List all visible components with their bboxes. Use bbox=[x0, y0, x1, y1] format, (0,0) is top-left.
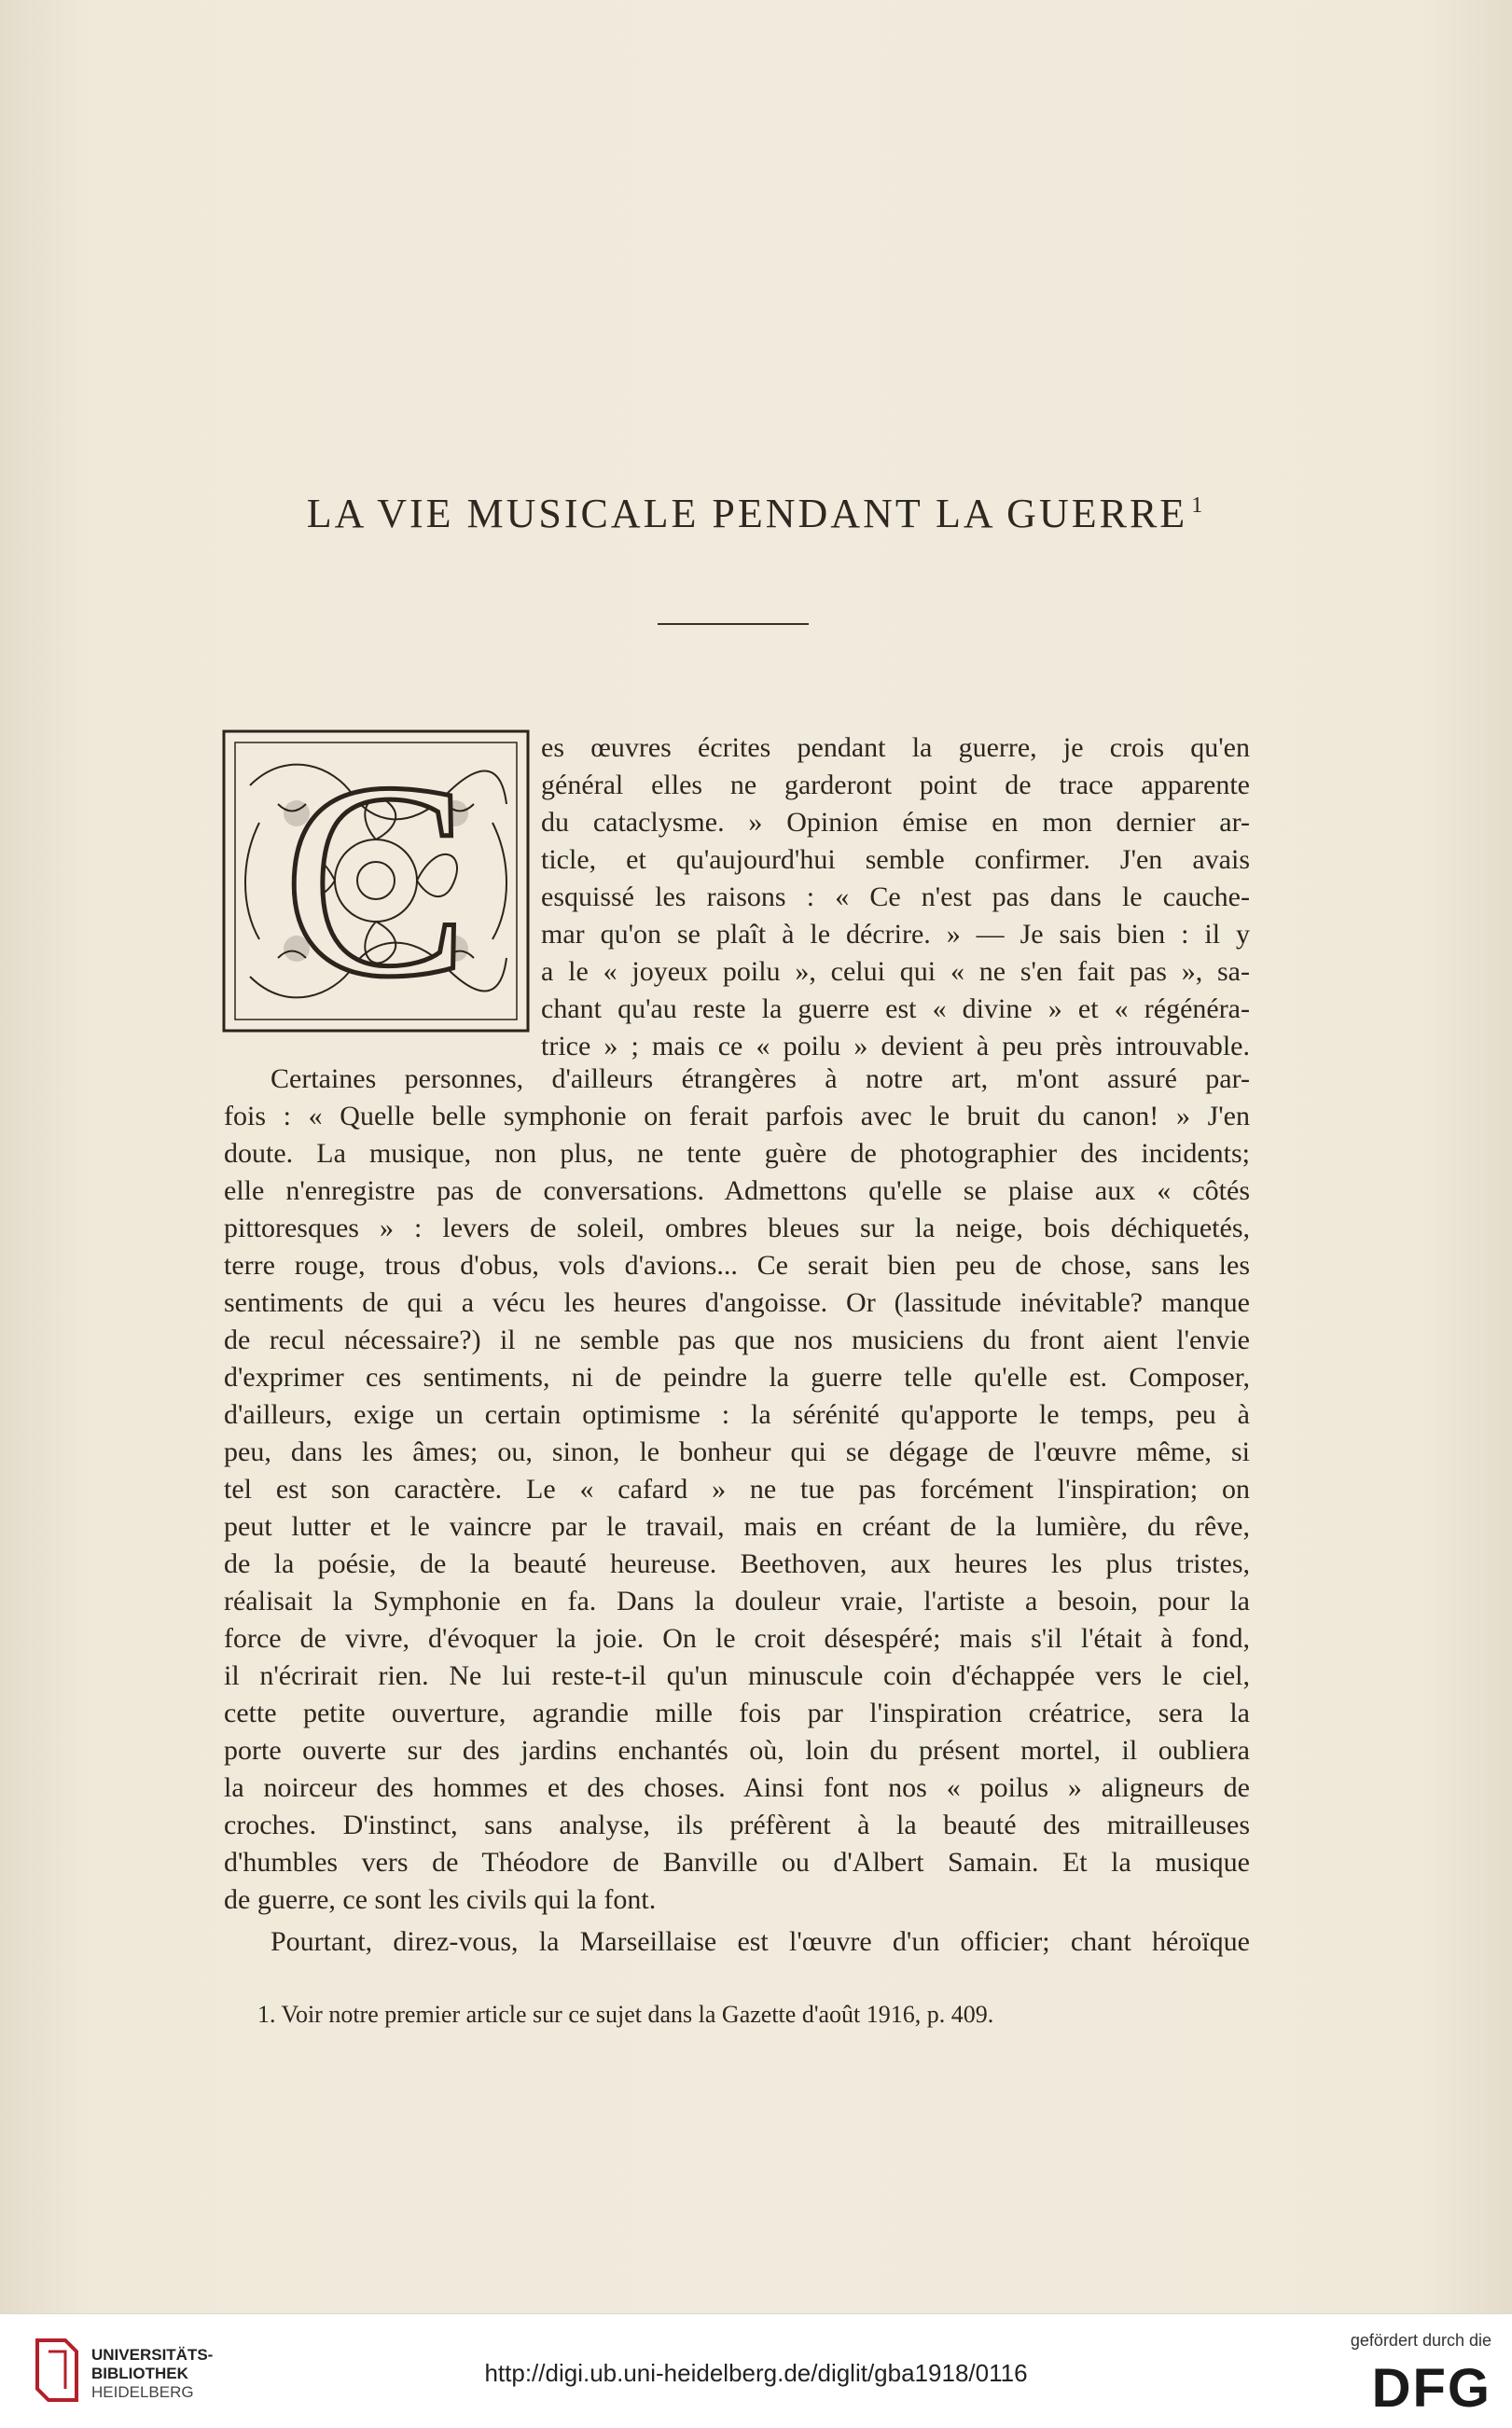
title-footnote-marker[interactable]: 1 bbox=[1191, 493, 1206, 519]
text-line: de guerre, ce sont les civils qui la font. bbox=[224, 1884, 657, 1915]
title-divider bbox=[658, 623, 809, 625]
text-line: porte ouverte sur des jardins enchantés où, loin du présent mortel, il oubliera bbox=[224, 1735, 1250, 1766]
text-line: force de vivre, d'évoquer la joie. On le croit désespéré; mais s'il l'était à fond, bbox=[224, 1623, 1250, 1654]
text-line: de recul nécessaire?) il ne semble pas que nos musiciens du front aient l'envie bbox=[224, 1325, 1250, 1355]
article-title bbox=[0, 490, 1512, 537]
text-line: ticle, et qu'aujourd'hui semble confirmer. J'en avais bbox=[541, 844, 1250, 875]
footer-band bbox=[0, 2313, 1512, 2428]
text-line: peut lutter et le vaincre par le travail, mais en créant de la lumière, du rêve, bbox=[224, 1511, 1250, 1542]
text-line: chant qu'au reste la guerre est « divine » et « régénéra- bbox=[541, 993, 1250, 1024]
decorated-initial-image bbox=[222, 729, 530, 1033]
text-line: fois : « Quelle belle symphonie on ferait parfois avec le bruit du canon! » J'en bbox=[224, 1101, 1250, 1131]
library-name-line2: BIBLIOTHEK bbox=[91, 2365, 188, 2382]
text-line: de la poésie, de la beauté heureuse. Beethoven, aux heures les plus tristes, bbox=[224, 1548, 1250, 1579]
funded-by-label: gefördert durch die bbox=[1350, 2331, 1491, 2350]
text-line: croches. D'instinct, sans analyse, ils préfèrent à la beauté des mitrailleuses bbox=[224, 1810, 1250, 1840]
text-line: mar qu'on se plaît à le décrire. » — Je sais bien : il y bbox=[541, 919, 1250, 950]
text-line: peu, dans les âmes; ou, sinon, le bonheur qui se dégage de l'œuvre même, si bbox=[224, 1436, 1250, 1467]
digital-library-link[interactable]: http://digi.ub.uni-heidelberg.de/diglit/gba1918/0116 bbox=[484, 2359, 1028, 2387]
text-line: d'ailleurs, exige un certain optimisme : la sérénité qu'apporte le temps, peu à bbox=[224, 1399, 1250, 1430]
text-line: pittoresques » : levers de soleil, ombres bleues sur la neige, bois déchiquetés, bbox=[224, 1213, 1250, 1243]
text-line: es œuvres écrites pendant la guerre, je crois qu'en bbox=[541, 732, 1250, 763]
text-line: d'exprimer ces sentiments, ni de peindre la guerre telle qu'elle est. Composer, bbox=[224, 1362, 1250, 1393]
text-line: doute. La musique, non plus, ne tente guère de photographier des incidents; bbox=[224, 1138, 1250, 1169]
text-line: elle n'enregistre pas de conversations. Admettons qu'elle se plaise aux « côtés bbox=[224, 1175, 1250, 1206]
library-name-line3: HEIDELBERG bbox=[91, 2383, 194, 2401]
text-line: la noirceur des hommes et des choses. Ainsi font nos « poilus » aligneurs de bbox=[224, 1772, 1250, 1803]
text-line: sentiments de qui a vécu les heures d'angoisse. Or (lassitude inévitable? manque bbox=[224, 1287, 1250, 1318]
text-line: d'humbles vers de Théodore de Banville ou d'Albert Samain. Et la musique bbox=[224, 1847, 1250, 1878]
text-line: général elles ne garderont point de trace apparente bbox=[541, 770, 1250, 800]
text-line: du cataclysme. » Opinion émise en mon dernier ar- bbox=[541, 807, 1250, 838]
text-line: trice » ; mais ce « poilu » devient à peu près introuvable. bbox=[541, 1031, 1250, 1061]
footnote: 1. Voir notre premier article sur ce sujet dans la Gazette d'août 1916, p. 409. bbox=[257, 2001, 994, 2028]
dropcap-letter: C bbox=[282, 729, 470, 1033]
text-line: a le « joyeux poilu », celui qui « ne s'en fait pas », sa- bbox=[541, 956, 1250, 987]
text-line: terre rouge, trous d'obus, vols d'avions... Ce serait bien peu de chose, sans les bbox=[224, 1250, 1250, 1281]
library-name-line1: UNIVERSITÄTS- bbox=[91, 2346, 214, 2364]
text-line: Certaines personnes, d'ailleurs étrangères à notre art, m'ont assuré par- bbox=[270, 1063, 1250, 1094]
article-title-text: LA VIE MUSICALE PENDANT LA GUERRE bbox=[306, 491, 1188, 536]
text-line: cette petite ouverture, agrandie mille fois par l'inspiration créatrice, sera la bbox=[224, 1698, 1250, 1728]
text-line: réalisait la Symphonie en fa. Dans la douleur vraie, l'artiste a besoin, pour la bbox=[224, 1586, 1250, 1616]
text-line: esquissé les raisons : « Ce n'est pas dans le cauche- bbox=[541, 881, 1250, 912]
text-line: Pourtant, direz-vous, la Marseillaise est l'œuvre d'un officier; chant héroïque bbox=[270, 1926, 1250, 1957]
text-line: il n'écrirait rien. Ne lui reste-t-il qu'un minuscule coin d'échappée vers le ciel, bbox=[224, 1660, 1250, 1691]
text-line: tel est son caractère. Le « cafard » ne tue pas forcément l'inspiration; on bbox=[224, 1474, 1250, 1505]
dfg-logo[interactable]: DFG bbox=[1371, 2358, 1491, 2419]
